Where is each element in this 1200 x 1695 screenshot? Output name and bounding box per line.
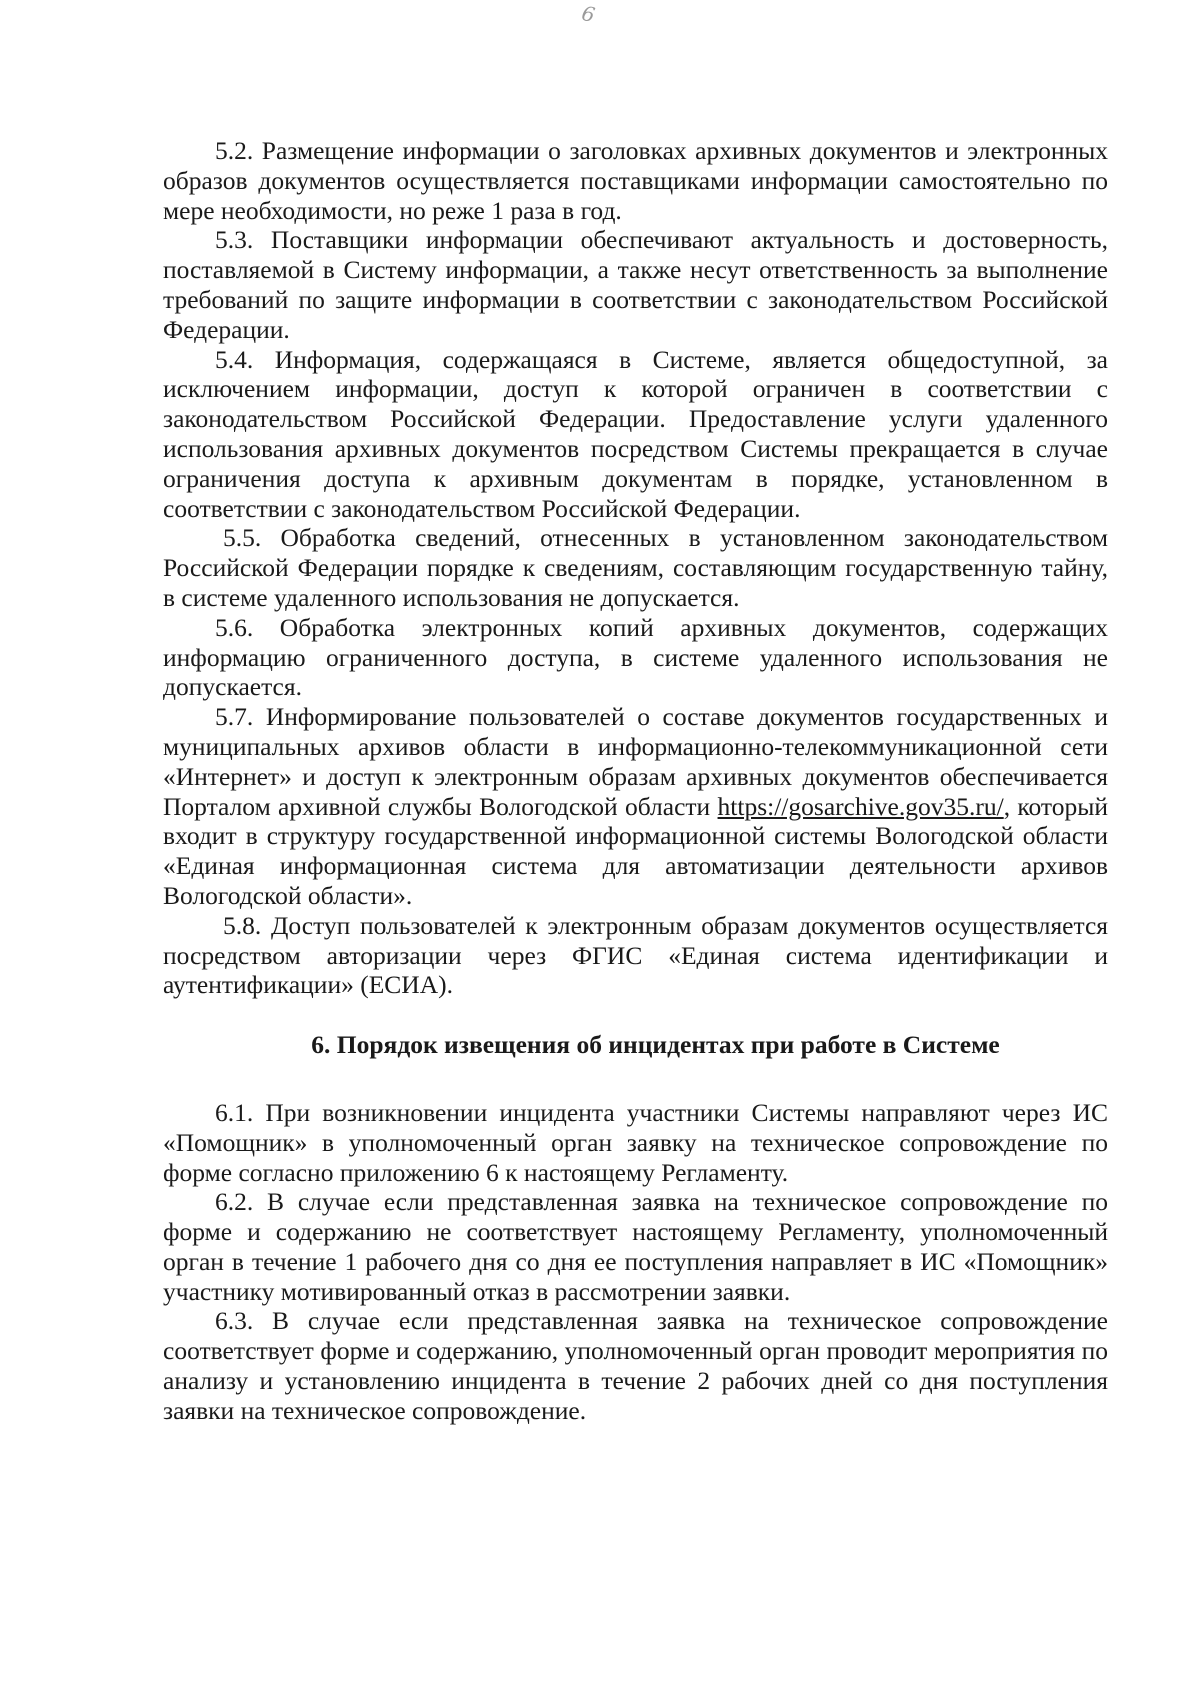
gosarchive-link[interactable]: https://gosarchive.gov35.ru/ [717, 791, 1004, 821]
paragraph-5-8: 5.8. Доступ пользователей к электронным образам документов осуществляется посредством авторизации через ФГИС «Единая система идентификации и аутентификации» (ЕСИА). [163, 910, 1108, 1000]
paragraph-5-7-text-start: 5.7. Информирование пользователей о составе документов государственных и муниципальных архивов области в информационно-телекоммуникационной сети «Интернет» и доступ к электронным образам архивных документов обеспечивается Порталом архивной службы Вологодской области [163, 702, 1108, 821]
paragraph-5-2: 5.2. Размещение информации о заголовках архивных документов и электронных образов документов осуществляется поставщиками информации самостоятельно по мере необходимости, но реже 1 раза в год. [163, 136, 1108, 225]
paragraph-6-1: 6.1. При возникновении инцидента участники Системы направляют через ИС «Помощник» в уполномоченный орган заявку на техническое сопровождение по форме согласно приложению 6 к настоящему Регламенту. [163, 1097, 1108, 1187]
paragraph-6-2: 6.2. В случае если представленная заявка на техническое сопровождение по форме и содержанию не соответствует настоящему Регламенту, уполномоченный орган в течение 1 рабочего дня со дня ее поступления направляет в ИС «Помощник» участнику мотивированный отказ в рассмотрении заявки. [163, 1187, 1108, 1306]
paragraph-5-7-text-end: , который входит в структуру государственной информационной системы Вологодской области «Единая информационная система для автоматизации деятельности архивов Вологодской области». [163, 791, 1108, 910]
page-number: 6 [579, 0, 598, 28]
paragraph-5-7 [163, 702, 1108, 911]
paragraph-6-3: 6.3. В случае если представленная заявка на техническое сопровождение соответствует форме и содержанию, уполномоченный орган проводит мероприятия по анализу и установлению инцидента в течение 2 рабочих дней со дня поступления заявки на техническое сопровождение. [163, 1306, 1108, 1425]
document-body [163, 136, 1108, 1426]
paragraph-5-6: 5.6. Обработка электронных копий архивных документов, содержащих информацию ограниченного доступа, в системе удаленного использования не допускается. [163, 612, 1108, 702]
paragraph-5-3: 5.3. Поставщики информации обеспечивают актуальность и достоверность, поставляемой в Систему информации, а также несут ответственность за выполнение требований по защите информации в соответствии с законодательством Российской Федерации. [163, 225, 1108, 344]
paragraph-5-5: 5.5. Обработка сведений, отнесенных в установленном законодательством Российской Федерации порядке к сведениям, составляющим государственную тайну, в системе удаленного использования не допускается. [163, 523, 1108, 612]
section-6-title: 6. Порядок извещения об инцидентах при работе в Системе [311, 1030, 1000, 1060]
paragraph-5-4: 5.4. Информация, содержащаяся в Системе, является общедоступной, за исключением информации, доступ к которой ограничен в соответствии с законодательством Российской Федерации. Предоставление услуги удаленного использования архивных документов посредством Системы прекращается в случае ограничения доступа к архивным документам в порядке, установленном в соответствии с законодательством Российской Федерации. [163, 344, 1108, 523]
